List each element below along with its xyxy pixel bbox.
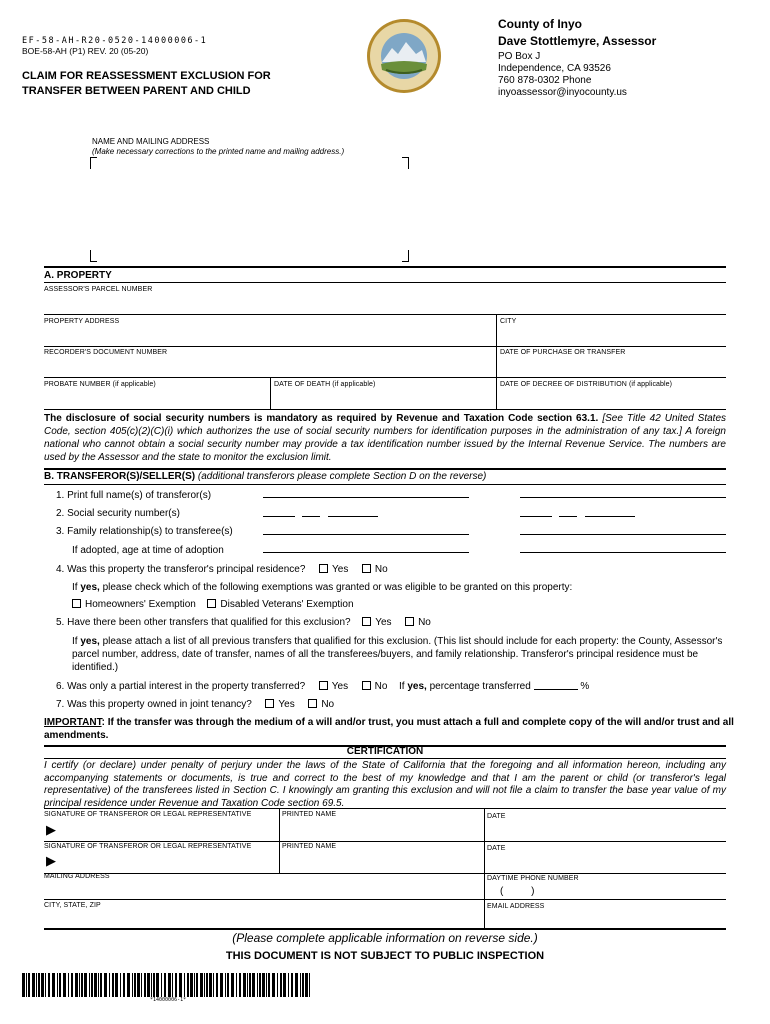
address-corner-bl	[90, 250, 97, 262]
q3b-age-line-2[interactable]	[520, 552, 726, 553]
date-purchase-label: DATE OF PURCHASE OR TRANSFER	[500, 349, 626, 356]
q3b-label: If adopted, age at time of adoption	[72, 545, 224, 556]
q7-no-label: No	[321, 699, 335, 710]
city-state-zip-field[interactable]	[44, 910, 482, 928]
signature1-label: SIGNATURE OF TRANSFEROR OR LEGAL REPRESENTATIVE	[44, 811, 252, 818]
q7-label: 7. Was this property owned in joint tenancy?	[56, 699, 252, 710]
q6-percentage-label: percentage transferred	[426, 681, 531, 692]
date-death-label: DATE OF DEATH (if applicable)	[274, 381, 376, 388]
assessor-phone: 760 878-0302 Phone	[498, 75, 592, 86]
q4b-yes-bold: yes,	[80, 582, 100, 593]
q5b-text-block	[72, 635, 732, 674]
mailing-address-field[interactable]	[96, 162, 396, 248]
property-address-field[interactable]	[44, 326, 494, 346]
q3b-age-line-1[interactable]	[263, 552, 469, 553]
section-b-header	[44, 471, 486, 482]
date2-field[interactable]	[487, 853, 726, 873]
date1-label: DATE	[487, 813, 506, 820]
phone-label: DAYTIME PHONE NUMBER	[487, 875, 579, 882]
section-a-title: A. PROPERTY	[44, 270, 112, 281]
reverse-side-note: (Please complete applicable information on reverse side.)	[232, 931, 538, 945]
section-b-note: (additional transferors please complete Section D on the reverse)	[197, 471, 487, 482]
q3-relationship-line-1[interactable]	[263, 534, 469, 535]
homeowners-checkbox[interactable]	[72, 599, 81, 608]
q4-yes-checkbox[interactable]	[319, 564, 328, 573]
q6-no-label: No	[374, 681, 388, 692]
mailing-address-input[interactable]	[44, 881, 482, 899]
sign-arrow-1-icon: ▶	[46, 822, 56, 837]
veterans-label: Disabled Veterans' Exemption	[220, 599, 354, 610]
q5-label: 5. Have there been other transfers that qualified for this exclusion?	[56, 617, 351, 628]
probate-label: PROBATE NUMBER (if applicable)	[44, 381, 156, 388]
mailing-instruction: (Make necessary corrections to the printed name and mailing address.)	[92, 147, 345, 156]
q1-name-line-1[interactable]	[263, 497, 469, 498]
exemptions-row	[72, 599, 354, 610]
date-decree-field[interactable]	[500, 389, 726, 409]
email-field[interactable]	[487, 911, 726, 928]
form-title-line2: TRANSFER BETWEEN PARENT AND CHILD	[22, 85, 251, 97]
q5b-text: please attach a list of all previous transfers that qualified for this exclusion. (This list should include for each property: the County, Assessor's parcel number, address, date of transfer, names of all the transferees/buyers, and family relationship. Transferor's principal residence must be identified.)	[72, 636, 723, 673]
q5-yes-label: Yes	[375, 617, 392, 628]
recorder-doc-field[interactable]	[44, 357, 494, 377]
date1-field[interactable]	[487, 821, 726, 841]
q4-yes-label: Yes	[332, 564, 349, 575]
form-number: BOE-58-AH (P1) REV. 20 (05-20)	[22, 46, 149, 56]
city-label: CITY	[500, 318, 517, 325]
q2-label: 2. Social security number(s)	[56, 508, 180, 519]
q2-ssn2-part3[interactable]	[585, 516, 635, 517]
city-state-zip-label: CITY, STATE, ZIP	[44, 902, 101, 909]
q6-row	[56, 681, 589, 692]
recorder-doc-label: RECORDER'S DOCUMENT NUMBER	[44, 349, 168, 356]
barcode-text: *14000006-1*	[150, 997, 187, 1003]
address-corner-tr	[402, 157, 409, 169]
q1-label: 1. Print full name(s) of transferor(s)	[56, 490, 212, 501]
date-decree-label: DATE OF DECREE OF DISTRIBUTION (if applicable)	[500, 381, 673, 388]
q3-label: 3. Family relationship(s) to transferee(s)	[56, 526, 233, 537]
mailing-label: NAME AND MAILING ADDRESS	[92, 137, 210, 146]
important-note	[44, 716, 734, 742]
date-purchase-field[interactable]	[500, 357, 726, 377]
printed-name2-field[interactable]	[282, 851, 482, 873]
probate-field[interactable]	[44, 389, 268, 409]
section-b-title: B. TRANSFEROR(S)/SELLER(S)	[44, 471, 196, 482]
important-text: : If the transfer was through the medium of a will and/or trust, you must attach a full and complete copy of the will and/or trust and all amendments.	[44, 717, 734, 741]
q2-ssn2-part1[interactable]	[520, 516, 552, 517]
city-field[interactable]	[500, 326, 726, 346]
q4b-row	[72, 582, 572, 593]
ssn-disclosure-bold: The disclosure of social security numbers is mandatory as required by Revenue and Taxation Code section 63.1.	[44, 413, 599, 424]
q6-yes-checkbox[interactable]	[319, 681, 328, 690]
county-name: County of Inyo	[498, 17, 582, 31]
q6-no-checkbox[interactable]	[362, 681, 371, 690]
q6-ifyes-bold: yes,	[407, 681, 427, 692]
q6-ifyes-prefix: If	[399, 681, 408, 692]
q4-row	[56, 564, 388, 575]
certification-title: CERTIFICATION	[346, 746, 424, 757]
ssn-disclosure-italic: [See Title 42 United States Code, section 405(c)(2)(C)(i) which authorizes the use of social security numbers for identification purposes in the administration of any tax.] A foreign national who cannot obtain a social security number may provide a tax identification number issued by the Internal Revenue Service. The numbers are used by the Assessor and the state to monitor the exclusion limit.	[44, 413, 727, 463]
q2-ssn2-part2[interactable]	[559, 516, 577, 517]
veterans-checkbox[interactable]	[207, 599, 216, 608]
parcel-number-label: ASSESSOR'S PARCEL NUMBER	[44, 286, 153, 293]
q7-yes-label: Yes	[278, 699, 295, 710]
ssn-disclosure	[44, 412, 726, 464]
property-address-label: PROPERTY ADDRESS	[44, 318, 120, 325]
signature2-field[interactable]	[44, 851, 276, 873]
q2-ssn1-part1[interactable]	[263, 516, 295, 517]
q6-yes-label: Yes	[331, 681, 349, 692]
q4-no-label: No	[374, 564, 388, 575]
q5-no-label: No	[418, 617, 431, 628]
assessor-address2: Independence, CA 93526	[498, 63, 611, 74]
q5-yes-checkbox[interactable]	[362, 617, 371, 626]
q7-row	[56, 699, 334, 710]
assessor-address1: PO Box J	[498, 51, 541, 62]
q6-percent-sign: %	[580, 681, 590, 692]
county-seal	[366, 18, 442, 94]
certification-text: I certify (or declare) under penalty of perjury under the laws of the State of California that the foregoing and all information hereon, including any accompanying statements or documents, is true and correct to the best of my knowledge and that I am the parent or child (or transferor's legal representative) of the transferees listed in Section C. I knowingly am granting this exclusion and will not file a claim to transfer the base year value of my principal residence under Revenue and Taxation Code section 69.5.	[44, 760, 726, 809]
printed-name2-label: PRINTED NAME	[282, 843, 337, 850]
q4b-text: please check which of the following exemptions was granted or was eligible to be granted on this property:	[99, 582, 573, 593]
q5-no-checkbox[interactable]	[405, 617, 414, 626]
q5b-yes-bold: yes,	[80, 636, 100, 647]
q3-relationship-line-2[interactable]	[520, 534, 726, 535]
important-label: IMPORTANT	[44, 717, 102, 728]
mailing-address-label: MAILING ADDRESS	[44, 873, 110, 880]
form-code: EF-58-AH-R20-0520-14000006-1	[22, 36, 208, 46]
parcel-number-field[interactable]	[44, 294, 726, 314]
q2-ssn1-part3[interactable]	[328, 516, 378, 517]
q6-label: 6. Was only a partial interest in the property transferred?	[56, 681, 306, 692]
q4-label: 4. Was this property the transferor's principal residence?	[56, 564, 306, 575]
address-corner-br	[402, 250, 409, 262]
homeowners-label: Homeowners' Exemption	[85, 599, 196, 610]
q1-name-line-2[interactable]	[520, 497, 726, 498]
date2-label: DATE	[487, 845, 506, 852]
signature2-label: SIGNATURE OF TRANSFEROR OR LEGAL REPRESENTATIVE	[44, 843, 252, 850]
q7-yes-checkbox[interactable]	[265, 699, 274, 708]
date-death-field[interactable]	[274, 389, 494, 409]
q6-percentage-field[interactable]	[534, 681, 578, 690]
signature1-field[interactable]	[44, 819, 276, 841]
form-title-line1: CLAIM FOR REASSESSMENT EXCLUSION FOR	[22, 70, 271, 82]
assessor-email[interactable]: inyoassessor@inyocounty.us	[498, 87, 627, 98]
printed-name1-label: PRINTED NAME	[282, 811, 337, 818]
email-label: EMAIL ADDRESS	[487, 903, 545, 910]
q2-ssn1-part2[interactable]	[302, 516, 320, 517]
q4b-prefix: If	[72, 582, 81, 593]
q5b-prefix: If	[72, 636, 81, 647]
sign-arrow-2-icon: ▶	[46, 853, 56, 868]
q5-row	[56, 617, 431, 628]
printed-name1-field[interactable]	[282, 819, 482, 841]
phone-field[interactable]: ( )	[500, 886, 535, 897]
q7-no-checkbox[interactable]	[308, 699, 317, 708]
assessor-name: Dave Stottlemyre, Assessor	[498, 34, 657, 48]
q4-no-checkbox[interactable]	[362, 564, 371, 573]
public-inspection-note: THIS DOCUMENT IS NOT SUBJECT TO PUBLIC INSPECTION	[225, 950, 545, 962]
barcode	[22, 973, 312, 997]
